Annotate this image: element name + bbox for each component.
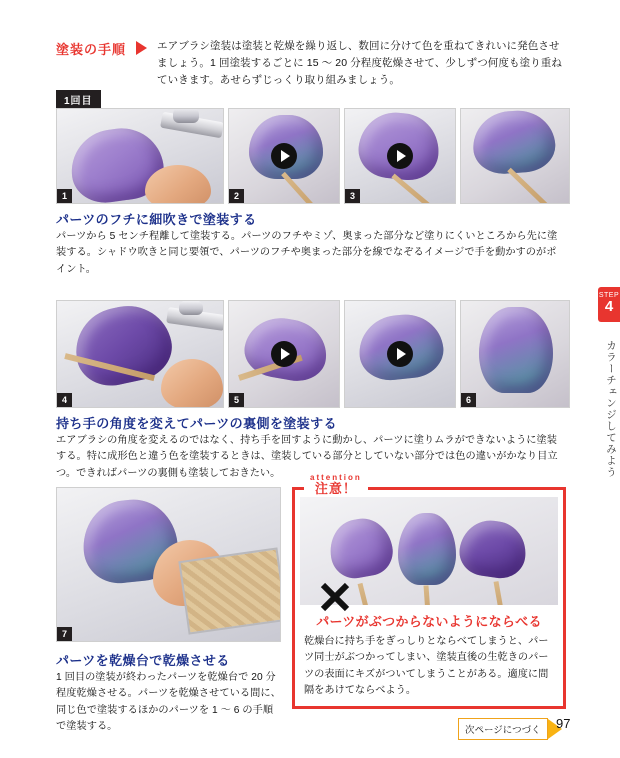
x-mark-icon — [318, 580, 352, 614]
photo-step-2[interactable] — [228, 108, 340, 204]
next-page-indicator — [458, 718, 562, 740]
photo-number-badge: 4 — [57, 393, 72, 407]
photo-row-2 — [56, 300, 570, 408]
caption-body-2: エアブラシの角度を変えるのではなく、持ち手を回すように動かし、パーツに塗りムラができないように塗装する。特に成形色と違う色を塗装するときは、塗装している部分としていない部分では色の違いがかなり目立つ。できればパーツの裏側も塗装しておきたい。 — [56, 435, 558, 479]
step-word: STEP — [598, 292, 620, 299]
page-number: 97 — [556, 716, 571, 731]
play-button[interactable] — [387, 341, 413, 367]
photo-number-badge: 3 — [345, 189, 360, 203]
photo-step-5[interactable] — [228, 300, 340, 408]
attention-label — [304, 474, 368, 496]
attention-title: パーツがぶつからないようにならべる — [316, 614, 542, 629]
triangle-right-icon — [136, 41, 147, 55]
caption-title-3: パーツを乾燥台で乾燥させる — [56, 653, 230, 668]
play-button[interactable] — [271, 341, 297, 367]
photo-step-5b[interactable] — [344, 300, 456, 408]
attention-en-label: attention — [310, 473, 362, 482]
next-page-text: 次ページにつづく — [458, 718, 548, 740]
header-text: エアブラシ塗装は塗装と乾燥を繰り返し、数回に分けて色を重ねてきれいに発色させましょう。1 回塗装するごとに 15 〜 20 分程度乾燥させて、少しずつ何度も塗り重ねていきます。あせらずじっくり取り組みましょう。 — [157, 40, 562, 86]
play-button[interactable] — [271, 143, 297, 169]
header-label: 塗装の手順 — [56, 42, 127, 57]
step-tag-first-round: 1回目 — [56, 90, 101, 110]
side-chapter-title: カラーチェンジしてみよう — [605, 340, 617, 478]
photo-step-3b — [460, 108, 570, 204]
photo-step-1 — [56, 108, 224, 204]
photo-number-badge: 1 — [57, 189, 72, 203]
photo-step-3[interactable] — [344, 108, 456, 204]
photo-number-badge: 2 — [229, 189, 244, 203]
attention-jp-label: 注意！ — [314, 481, 357, 497]
caption-body-1: パーツから 5 センチ程離して塗装する。パーツのフチやミゾ、奥まった部分など塗りにくいところから先に塗装する。シャドウ吹きと同じ要領で、パーツのフチや奥まった部分を線でなぞるイメージで手を動かすのがポイント。 — [56, 231, 558, 275]
section-header — [56, 38, 566, 89]
photo-step-4 — [56, 300, 224, 408]
photo-row-1 — [56, 108, 570, 204]
photo-number-badge: 5 — [229, 393, 244, 407]
photo-number-badge: 7 — [57, 627, 72, 641]
step-side-tab — [598, 287, 620, 322]
photo-step-7 — [56, 487, 281, 642]
photo-step-6 — [460, 300, 570, 408]
caption-title-1: パーツのフチに細吹きで塗装する — [56, 212, 257, 227]
photo-number-badge: 6 — [461, 393, 476, 407]
step-number: 4 — [604, 298, 614, 315]
attention-body: 乾燥台に持ち手をぎっしりとならべてしまうと、パーツ同士がぶつかってしまい、塗装直後の生乾きのパーツの表面にキズがついてしまうことがある。適度に間隔をあけてならべよう。 — [304, 636, 549, 696]
caption-title-2: 持ち手の角度を変えてパーツの裏側を塗装する — [56, 416, 337, 431]
caption-body-3: 1 回目の塗装が終わったパーツを乾燥台で 20 分程度乾燥させる。パーツを乾燥させている間に、同じ色で塗装するほかのパーツを 1 〜 6 の手順で塗装する。 — [56, 672, 281, 732]
play-button[interactable] — [387, 143, 413, 169]
